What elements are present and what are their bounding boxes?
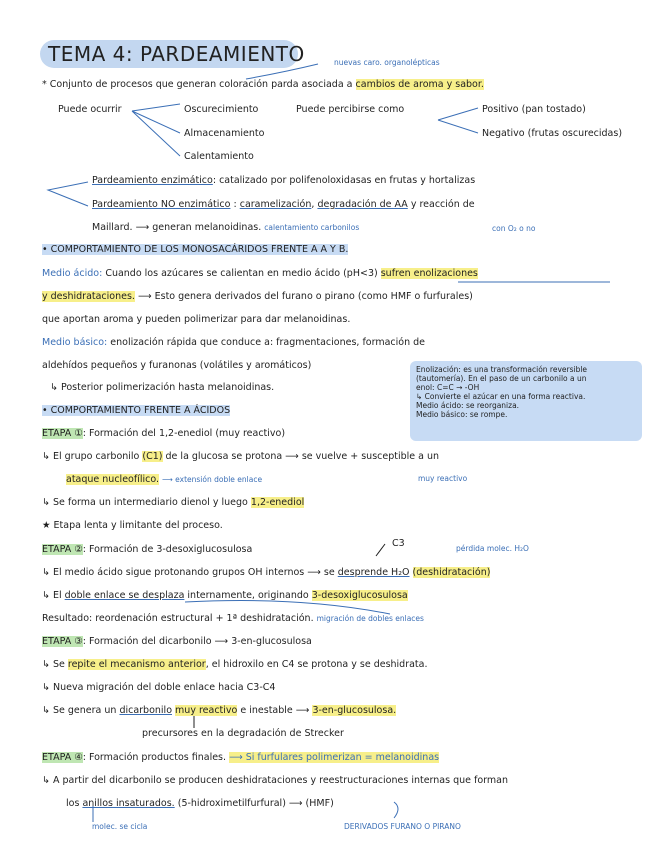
heading-acidos: • COMPORTAMIENTO FRENTE A ÁCIDOS [42, 405, 231, 416]
etapa-2-line-b: ↳ El doble enlace se desplaza internamente, originando 3-desoxiglucosulosa [42, 590, 408, 601]
page-title: TEMA 4: PARDEAMIENTO [48, 42, 305, 66]
etapa-4-line-b: los anillos insaturados. (5-hidroximetilfurfural) ⟶ (HMF) [66, 798, 334, 809]
etapa-1-line-b: ataque nucleofílico. ⟶ extensión doble enlace [66, 474, 263, 485]
line-maillard: Maillard. ⟶ generan melanoidinas. calentamiento carbonilos [92, 222, 360, 233]
annotation-oxigeno: con O₂ o no [492, 224, 536, 233]
line-aroma: que aportan aroma y pueden polimerizar para dar melanoidinas. [42, 314, 351, 325]
annotation-muy-reactivo: muy reactivo [418, 474, 468, 483]
etapa-3-line-a: ↳ Se repite el mecanismo anterior, el hidroxilo en C4 se protona y se deshidrata. [42, 659, 428, 670]
annotation-organolepticas: nuevas caro. organolépticas [334, 58, 440, 67]
etapa-4-line-a: ↳ A partir del dicarbonilo se producen deshidrataciones y reestructuraciones internas que forman [42, 775, 509, 786]
annotation-cicla: molec. se cicla [92, 822, 148, 831]
line-no-enzimatico: Pardeamiento NO enzimático : caramelización, degradación de AA y reacción de [92, 199, 475, 210]
item-almacenamiento: Almacenamiento [184, 128, 265, 139]
etapa-3: ETAPA ③: Formación del dicarbonilo ⟶ 3-en-glucosulosa [42, 636, 312, 647]
etapa-2-result: Resultado: reordenación estructural + 1ª deshidratación. migración de dobles enlaces [42, 613, 424, 624]
item-positivo: Positivo (pan tostado) [482, 104, 586, 115]
item-calentamiento: Calentamiento [184, 151, 254, 162]
etapa-2: ETAPA ②: Formación de 3-desoxiglucosulosa [42, 544, 253, 555]
line-puede-ocurrir: Puede ocurrir [58, 104, 122, 115]
annotation-c3: C3 [392, 538, 405, 549]
line-enzimatico: Pardeamiento enzimático: catalizado por polifenoloxidasas en frutas y hortalizas [92, 175, 476, 186]
line-percibirse: Puede percibirse como [296, 104, 405, 115]
etapa-1-line-a: ↳ El grupo carbonilo (C1) de la glucosa se protona ⟶ se vuelve + susceptible a un [42, 451, 440, 462]
line-medio-acido: Medio ácido: Cuando los azúcares se calientan en medio ácido (pH<3) sufren enolizaciones [42, 268, 478, 279]
note-line: Medio ácido: se reorganiza. [416, 401, 520, 410]
etapa-1-line-c: ↳ Se forma un intermediario dienol y luego 1,2-enediol [42, 497, 305, 508]
item-negativo: Negativo (frutas oscurecidas) [482, 128, 623, 139]
etapa-3-line-b: ↳ Nueva migración del doble enlace hacia C3-C4 [42, 682, 276, 693]
enolizacion-note [410, 361, 642, 441]
etapa-1-note: ★ Etapa lenta y limitante del proceso. [42, 520, 223, 531]
note-line: (tautomería). En el paso de un carbonilo a un [416, 374, 587, 383]
line-aldehidos: aldehídos pequeños y furanonas (volátiles y aromáticos) [42, 360, 312, 371]
note-line: enol: C=C → -OH [416, 383, 480, 392]
annotation-derivados: DERIVADOS FURANO O PIRANO [344, 822, 461, 831]
etapa-2-line-a: ↳ El medio ácido sigue protonando grupos OH internos ⟶ se desprende H₂O (deshidratación) [42, 567, 491, 578]
etapa-3-line-c: ↳ Se genera un dicarbonilo muy reactivo e inestable ⟶ 3-en-glucosulosa. [42, 705, 397, 716]
item-oscurecimiento: Oscurecimiento [184, 104, 259, 115]
line-deshidrataciones: y deshidrataciones. ⟶ Esto genera derivados del furano o pirano (como HMF o furfurales) [42, 291, 473, 302]
line-intro: * Conjunto de procesos que generan coloración parda asociada a cambios de aroma y sabor. [42, 79, 484, 90]
annotation-perdida: pérdida molec. H₂O [456, 544, 529, 553]
heading-monosacaridos: • COMPORTAMIENTO DE LOS MONOSACÁRIDOS FRENTE A A Y B. [42, 244, 349, 255]
note-line: Medio básico: se rompe. [416, 410, 508, 419]
etapa-4: ETAPA ④: Formación productos finales. ⟶ Si furfulares polimerizan = melanoidinas [42, 752, 440, 763]
line-polimerizacion: ↳ Posterior polimerización hasta melanoidinas. [50, 382, 275, 393]
note-line: Enolización: es una transformación reversible [416, 365, 588, 374]
note-line: ↳ Convierte el azúcar en una forma reactiva. [416, 392, 586, 401]
etapa-1: ETAPA ①: Formación del 1,2-enediol (muy reactivo) [42, 428, 286, 439]
etapa-3-line-d: precursores en la degradación de Strecker [142, 728, 344, 739]
line-medio-basico: Medio básico: enolización rápida que conduce a: fragmentaciones, formación de [42, 337, 426, 348]
